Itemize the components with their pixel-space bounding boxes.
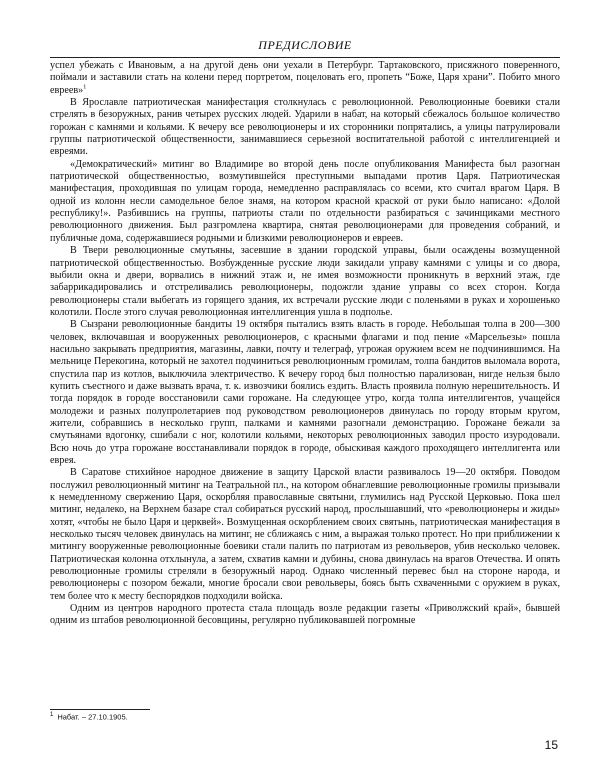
paragraph-4: В Твери революционные смутьяны, засевшие в здании городской управы, были осаждены возмущенной патриотической общественностью. Возбужденные русские люди закидали управу камнями с улицы и со двора, выбили окна и двери, ворвались в нижний этаж и, не имея возможности проникнуть в верхний этаж, где забаррикадировались и отстреливались революционеры, подожгли здание управы со всех сторон. Когда революционеры стали выбегать из горящего здания, их встречали русские люди с поленьями в руках и хорошенько колотили. После этого случая революционная интеллигенция ушла в подполье. bbox=[50, 245, 560, 318]
paragraph-7: Одним из центров народного протеста стала площадь возле редакции газеты «Приволжский край», бывшей одним из штабов революционной бесовщины, регулярно публиковавшей погромные bbox=[50, 603, 560, 627]
header-rule bbox=[50, 57, 560, 58]
running-title: ПРЕДИСЛОВИЕ bbox=[258, 38, 352, 52]
paragraph-1 bbox=[50, 60, 560, 97]
paragraph-5: В Сызрани революционные бандиты 19 октября пытались взять власть в городе. Небольшая толпа в 200—300 человек, включавшая и вооруженных революционеров, с красными флагами и под пение «Марсельезы» пошла насильно закрывать предприятия, магазины, лавки, почту и телеграф, угрожая оружием всем не подчинившимся. На мельнице Перекогина, который не захотел подчиниться революционным громилам, толпа бандитов выломала ворота, спустила пар из котлов, выключила электричество. К вечеру город был полностью парализован, нигде нельзя было купить съестного и даже вызвать врача, т. к. извозчики боялись ездить. Власть проявила полную нерешительность. И тогда порядок в городе восстановили сами горожане. На следующее утро, когда толпа интеллигентов, учащейся молодежи и разных полупролетариев под руководством революционеров двинулась по городу вторым кругом, жители, собравшись в несколько групп, палками и камнями разогнали демонстрацию. Горожане бежали за смутьянами вдогонку, сшибали с ног, колотили кольями, некоторых революционных заводил просто изуродовали. Всю ночь до утра горожане восстанавливали порядок в городе, обыскивая каждого проходящего интеллигента или еврея. bbox=[50, 319, 560, 466]
footnote-text: Набат. – 27.10.1905. bbox=[57, 712, 128, 722]
page-number: 15 bbox=[544, 738, 558, 752]
paragraph-6: В Саратове стихийное народное движение в защиту Царской власти развивалось 19—20 октября. Поводом послужил революционный митинг на Театральной пл., на котором обнаглевшие революционные громилы призывали к немедленному свержению Царя, оскорбляя православные святыни, глумились над Русской Церковью. Пока шел митинг, недалеко, на Верхнем базаре стал собираться русский народ, прослышавший, что «революционеры и жиды» хотят, «чтобы не было Царя и церквей». Возмущенная оскорблением своих святынь, патриотическая манифестация в несколько тысяч человек двинулась на митинг, не сближаясь с ним, а выражая только протест. Но при приближении к митингу вооруженные революционные боевики стали палить по патриотам из револьверов, убив несколько человек. Патриотическая колонна отхлынула, а затем, схватив камни и дубины, снова двинулась на врагов Отечества. И опять революционные громилы стреляли в безоружный народ. Однако численный перевес был на стороне народа, и революционеры с позором бежали, многие бросали свои револьверы, боясь быть схваченными с оружием в руках, тем более что к месту беспорядков подходили войска. bbox=[50, 467, 560, 602]
paragraph-2: В Ярославле патриотическая манифестация столкнулась с революционной. Революционные боевики стали стрелять в безоружных, ранив четырех русских людей. Ударили в набат, на который сбежалось большое количество горожан с камнями и кольями. К вечеру все революционеры и их сторонники попрятались, а улицы патрулировали группы патриотической общественности, занимавшиеся серьезной воспитательной работой с интеллигенцией и евреями. bbox=[50, 97, 560, 158]
paragraph-1-text: успел убежать с Ивановым, а на другой день они уехали в Петербург. Тартаковского, присяжного поверенного, поймали и заставили стать на колени перед портретом, поцеловать его, пропеть “Боже, Царя храни”. Побито много евреев» bbox=[50, 60, 560, 96]
body-text bbox=[50, 60, 560, 628]
paragraph-3: «Демократический» митинг во Владимире во второй день после опубликования Манифеста был разогнан патриотической общественностью, возмутившейся преступными выпадами против Царя. Патриотическая манифестация, проходившая по улицам города, немедленно расправлялась со всеми, кто считал врагом Царя. В одной из колонн несли самодельное белое знамя, на котором красной краской от руки было написано: «Долой республику!». Разбившись на группы, патриоты стали по отдельности разбираться с зачинщиками местного революционного движения. Был разгромлена квартира, снятая революционерами для проведения собраний, и публичные дома, содержавшиеся родными и близкими революционеров и евреев. bbox=[50, 158, 560, 244]
document-page bbox=[50, 0, 560, 777]
footnote bbox=[50, 712, 560, 722]
footnote-reference[interactable]: 1 bbox=[83, 83, 87, 91]
footnote-rule bbox=[50, 709, 150, 710]
footnote-marker: 1 bbox=[50, 712, 54, 718]
